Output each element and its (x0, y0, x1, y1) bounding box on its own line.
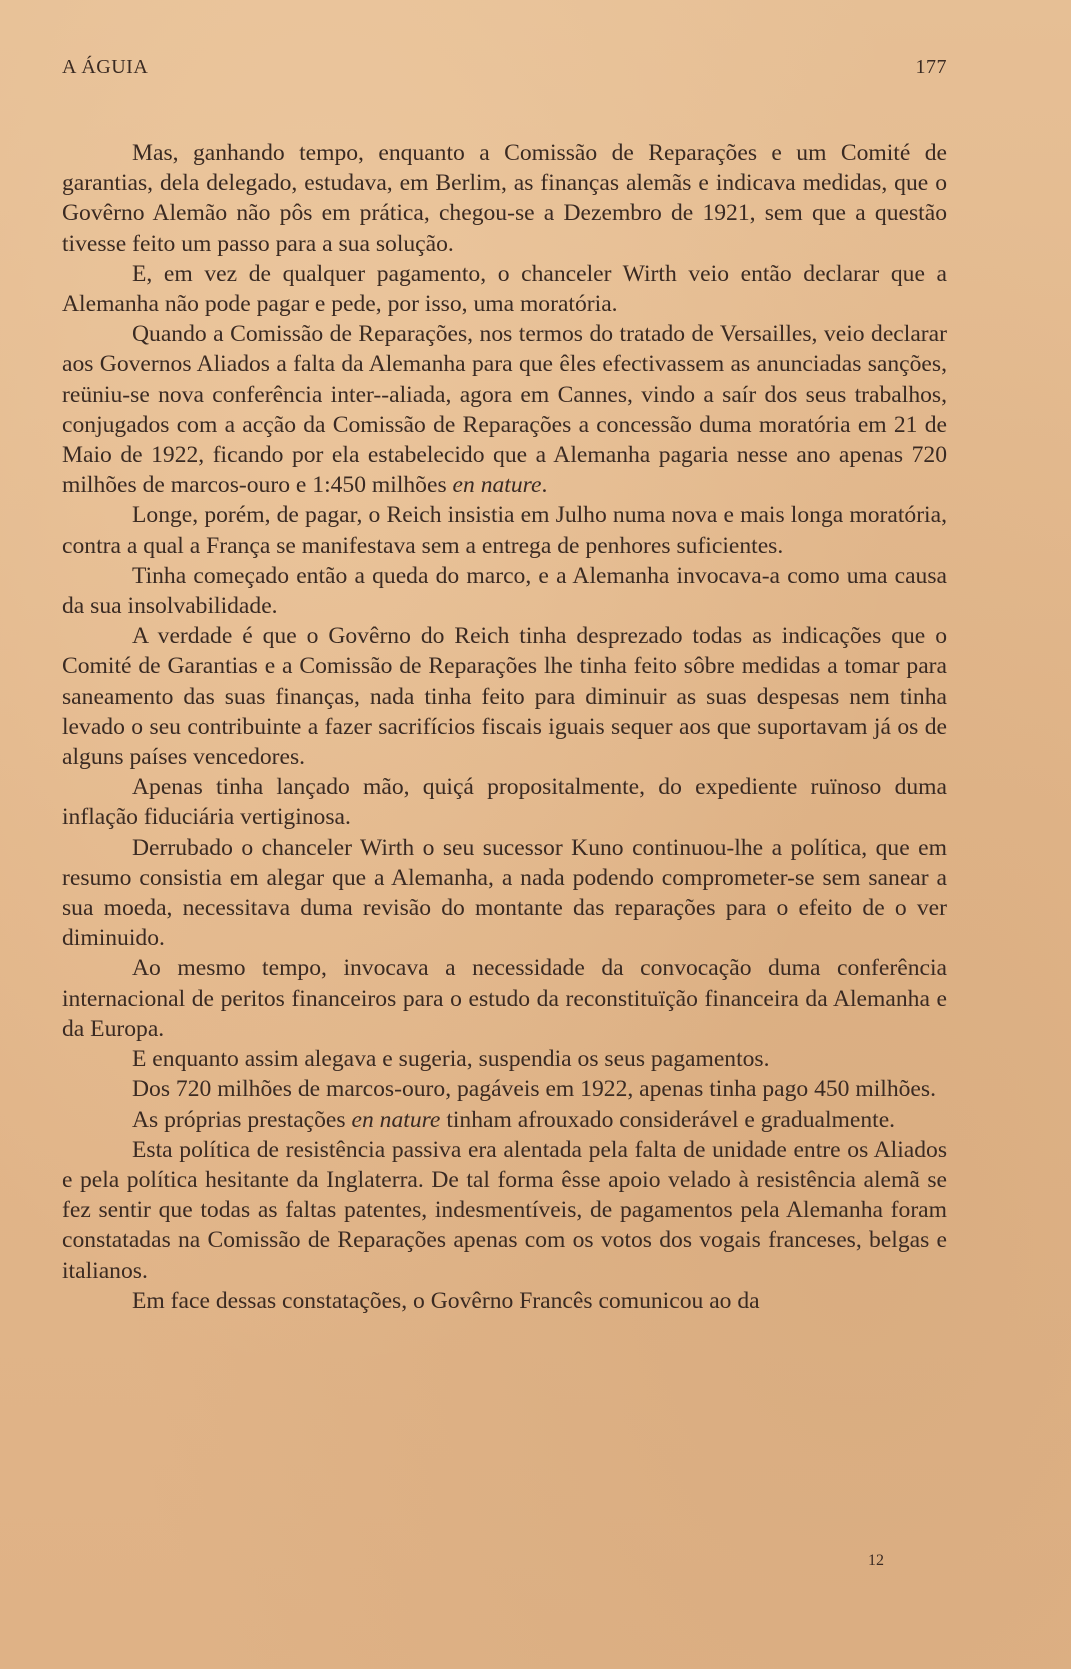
paragraph: E, em vez de qualquer pagamento, o chanceler Wirth veio então declarar que a Alemanha não pode pagar e pede, por isso, uma moratória. (62, 260, 947, 318)
paragraph-tail: . (541, 472, 548, 499)
paragraph: Em face dessas constatações, o Govêrno Francês comunicou ao da (132, 1287, 760, 1314)
paragraph: Mas, ganhando tempo, enquanto a Comissão de Reparações e um Comité de garantias, dela delegado, estudava, em Berlim, as finanças alemãs e indicava medidas, que o Govêrno Alemão não pôs em prática, chegou-se a Dezembro de 1921, sem que a questão tivesse feito um passo para a sua solução. (62, 140, 947, 257)
paragraph-tail: tinham afrouxado considerável e gradualmente. (446, 1106, 896, 1133)
paragraph: Tinha começado então a queda do marco, e a Alemanha invocava-a como uma causa da sua insolvabilidade. (62, 562, 947, 620)
signature-mark: 12 (868, 1552, 884, 1569)
paragraph: A verdade é que o Govêrno do Reich tinha desprezado todas as indicações que o Comité de Garantias e a Comissão de Reparações lhe tinha feito sôbre medidas a tomar para saneamento das suas finanças, nada tinha feito para diminuir as suas despesas nem tinha levado o seu contribuinte a fazer sacrifícios fiscais iguais sequer aos que suportavam já os de alguns países vencedores. (62, 623, 947, 771)
running-head (62, 56, 947, 86)
paragraph (62, 319, 947, 500)
journal-title: A ÁGUIA (62, 56, 149, 78)
paragraph-text: Quando a Comissão de Reparações, nos termos do tratado de Versailles, veio declarar aos Governos Aliados a falta da Alemanha para que êles efectivassem as anunciadas sanções, reüniu-se nova conferência inter--aliada, agora em Cannes, vindo a saír dos seus trabalhos, conjugados com a acção da Comissão de Reparações a concessão duma moratória em 21 de Maio de 1922, ficando por ela estabelecido que a Alemanha pagaria nesse ano apenas 720 milhões de marcos-ouro e 1:450 milhões (62, 321, 947, 499)
paragraph: Dos 720 milhões de marcos-ouro, pagáveis em 1922, apenas tinha pago 450 milhões. (132, 1076, 936, 1103)
paragraph (62, 1105, 947, 1135)
italic-phrase: en nature (351, 1106, 441, 1133)
body-text (62, 138, 947, 1316)
paragraph: Longe, porém, de pagar, o Reich insistia em Julho numa nova e mais longa moratória, contra a qual a França se manifestava sem a entrega de penhores suficientes. (62, 502, 947, 559)
paragraph: Ao mesmo tempo, invocava a necessidade da convocação duma conferência internacional de peritos financeiros para o estudo da reconstituïção financeira da Alemanha e da Europa. (62, 955, 947, 1042)
paragraph: Derrubado o chanceler Wirth o seu sucessor Kuno continuou-lhe a política, que em resumo consistia em alegar que a Alemanha, a nada podendo comprometer-se sem sanear a sua moeda, necessitava duma revisão do montante das reparações para o efeito de o ver diminuido. (62, 834, 947, 952)
italic-phrase: en nature (452, 472, 542, 499)
paragraph: Esta política de resistência passiva era alentada pela falta de unidade entre os Aliados e pela política hesitante da Inglaterra. De tal forma êsse apoio velado à resistência alemã se fez sentir que todas as faltas patentes, indesmentíveis, de pagamentos pela Alemanha foram constatadas na Comissão de Reparações apenas com os votos dos vogais franceses, belgas e italianos. (62, 1136, 947, 1284)
page-number: 177 (915, 56, 947, 78)
paragraph: E enquanto assim alegava e sugeria, suspendia os seus pagamentos. (132, 1046, 770, 1073)
paragraph: Apenas tinha lançado mão, quiçá propositalmente, do expediente ruïnoso duma inflação fiduciária vertiginosa. (62, 774, 947, 831)
paragraph-text: As próprias prestações (132, 1106, 346, 1133)
